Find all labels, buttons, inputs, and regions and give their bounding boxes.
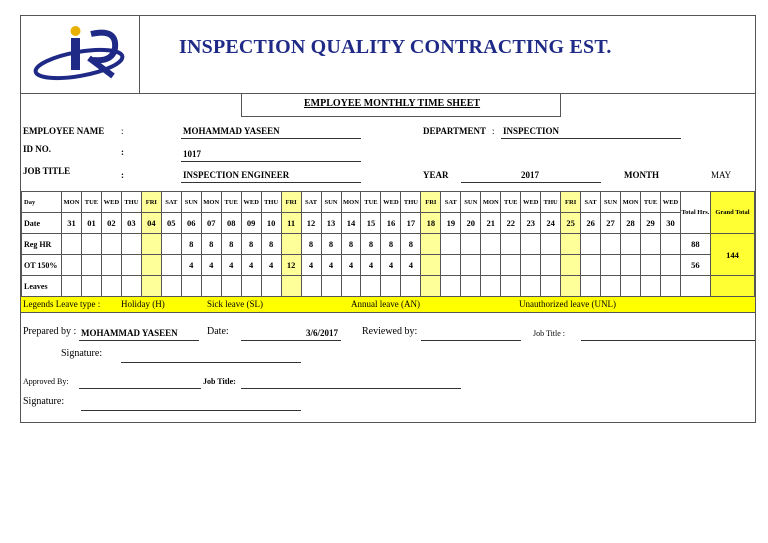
reg-hr-cell xyxy=(581,234,601,255)
job-title-sep: : xyxy=(121,170,124,180)
department-value: INSPECTION xyxy=(503,126,560,136)
legend-unauthorized: Unauthorized leave (UNL) xyxy=(519,299,616,309)
date-value: 3/6/2017 xyxy=(306,328,339,338)
day-cell: FRI xyxy=(281,192,301,213)
day-cell: WED xyxy=(521,192,541,213)
ot-cell xyxy=(501,255,521,276)
day-cell: SAT xyxy=(441,192,461,213)
day-cell: SAT xyxy=(581,192,601,213)
footer-job-title-label: Job Title : xyxy=(533,329,566,338)
date-cell: 27 xyxy=(601,213,621,234)
leave-cell xyxy=(501,276,521,297)
reg-hr-cell xyxy=(621,234,641,255)
leave-cell xyxy=(361,276,381,297)
leave-cell xyxy=(61,276,81,297)
day-cell: SUN xyxy=(321,192,341,213)
leave-cell xyxy=(301,276,321,297)
day-cell: TUE xyxy=(361,192,381,213)
ot-cell xyxy=(621,255,641,276)
ot-cell xyxy=(441,255,461,276)
employee-name-line xyxy=(181,138,361,139)
date-cell: 20 xyxy=(461,213,481,234)
day-cell: MON xyxy=(481,192,501,213)
date-label: Date: xyxy=(207,326,229,337)
day-row xyxy=(22,192,755,213)
date-cell: 19 xyxy=(441,213,461,234)
date-cell: 11 xyxy=(281,213,301,234)
ot-cell xyxy=(581,255,601,276)
leave-cell xyxy=(660,276,680,297)
leave-cell xyxy=(541,276,561,297)
id-value: 1017 xyxy=(183,149,201,159)
reg-hr-cell: 8 xyxy=(401,234,421,255)
leaves-row xyxy=(22,276,755,297)
ot-cell: 4 xyxy=(261,255,281,276)
leave-cell xyxy=(281,276,301,297)
month-label: MONTH xyxy=(624,170,659,180)
date-cell: 06 xyxy=(181,213,201,234)
date-cell: 26 xyxy=(581,213,601,234)
ot-cell: 4 xyxy=(221,255,241,276)
leave-cell xyxy=(481,276,501,297)
date-cell: 30 xyxy=(660,213,680,234)
date-cell: 09 xyxy=(241,213,261,234)
ot-cell xyxy=(660,255,680,276)
sheet-header xyxy=(21,16,755,94)
day-cell: SUN xyxy=(181,192,201,213)
reg-hr-cell: 8 xyxy=(241,234,261,255)
leave-cell xyxy=(141,276,161,297)
date-cell: 07 xyxy=(201,213,221,234)
leave-cell xyxy=(161,276,181,297)
day-cell: THU xyxy=(541,192,561,213)
leave-cell xyxy=(581,276,601,297)
leave-cell xyxy=(601,276,621,297)
leave-cell xyxy=(221,276,241,297)
reg-hr-cell: 8 xyxy=(201,234,221,255)
total-leaves xyxy=(680,276,710,297)
date-cell: 21 xyxy=(481,213,501,234)
date-cell: 04 xyxy=(141,213,161,234)
ot-cell xyxy=(81,255,101,276)
ot-cell: 4 xyxy=(361,255,381,276)
day-cell: FRI xyxy=(561,192,581,213)
grand-total-header: Grand Total xyxy=(710,192,754,234)
company-name: INSPECTION QUALITY CONTRACTING EST. xyxy=(179,36,612,58)
day-cell: SUN xyxy=(461,192,481,213)
job-title-value: INSPECTION ENGINEER xyxy=(183,170,290,180)
legend-annual: Annual leave (AN) xyxy=(351,299,420,309)
day-cell: SAT xyxy=(301,192,321,213)
day-cell: WED xyxy=(381,192,401,213)
date-cell: 16 xyxy=(381,213,401,234)
leave-cell xyxy=(561,276,581,297)
leave-cell xyxy=(461,276,481,297)
reg-hr-cell: 8 xyxy=(221,234,241,255)
reg-hr-cell xyxy=(461,234,481,255)
signature2-line xyxy=(81,410,301,411)
ot-cell: 4 xyxy=(241,255,261,276)
prepared-label: Prepared by : xyxy=(23,326,77,337)
date-row xyxy=(22,213,755,234)
date-cell: 17 xyxy=(401,213,421,234)
timesheet-grid xyxy=(21,191,755,297)
approved-label: Approved By: xyxy=(23,377,69,386)
day-cell: WED xyxy=(241,192,261,213)
reg-hr-cell xyxy=(541,234,561,255)
footer-job-line xyxy=(581,340,755,341)
reg-hr-cell xyxy=(481,234,501,255)
ot-row-label: OT 150% xyxy=(22,255,62,276)
reg-hr-cell xyxy=(501,234,521,255)
ot-cell: 4 xyxy=(321,255,341,276)
leave-cell xyxy=(381,276,401,297)
leave-cell xyxy=(441,276,461,297)
time-sheet xyxy=(20,15,756,423)
prepared-by-value: MOHAMMAD YASEEN xyxy=(81,328,178,338)
ot-cell xyxy=(421,255,441,276)
year-value: 2017 xyxy=(521,170,539,180)
reg-hr-cell: 8 xyxy=(341,234,361,255)
leave-cell xyxy=(201,276,221,297)
leave-cell xyxy=(81,276,101,297)
sheet-title: EMPLOYEE MONTHLY TIME SHEET xyxy=(304,98,481,109)
legend-sick: Sick leave (SL) xyxy=(207,299,263,309)
ot-cell xyxy=(121,255,141,276)
year-label: YEAR xyxy=(423,170,449,180)
leave-cell xyxy=(181,276,201,297)
reg-hr-cell xyxy=(101,234,121,255)
reg-hr-cell: 8 xyxy=(181,234,201,255)
legend-title: Legends Leave type : xyxy=(23,299,101,309)
reg-hr-cell xyxy=(61,234,81,255)
date-cell: 08 xyxy=(221,213,241,234)
reg-hr-cell xyxy=(441,234,461,255)
reg-hr-cell xyxy=(561,234,581,255)
prepared-line xyxy=(79,340,199,341)
job-title-line xyxy=(181,182,361,183)
date-cell: 23 xyxy=(521,213,541,234)
day-cell: THU xyxy=(121,192,141,213)
signature2-label: Signature: xyxy=(23,396,65,407)
date-cell: 24 xyxy=(541,213,561,234)
ot-cell xyxy=(481,255,501,276)
ot-cell xyxy=(601,255,621,276)
reg-hr-cell xyxy=(601,234,621,255)
reg-hr-cell xyxy=(141,234,161,255)
day-cell: MON xyxy=(61,192,81,213)
leave-cell xyxy=(121,276,141,297)
reg-hr-row xyxy=(22,234,755,255)
day-cell: MON xyxy=(201,192,221,213)
ot-cell: 4 xyxy=(201,255,221,276)
leave-cell xyxy=(321,276,341,297)
leave-cell xyxy=(341,276,361,297)
day-cell: MON xyxy=(341,192,361,213)
reviewed-label: Reviewed by: xyxy=(362,326,418,337)
date-line xyxy=(241,340,341,341)
signature-label: Signature: xyxy=(61,348,103,359)
ot-cell xyxy=(461,255,481,276)
date-cell: 13 xyxy=(321,213,341,234)
ot-cell xyxy=(641,255,661,276)
ot-cell xyxy=(101,255,121,276)
reg-hr-cell: 8 xyxy=(321,234,341,255)
leave-cell xyxy=(621,276,641,297)
day-cell: FRI xyxy=(141,192,161,213)
grand-total-leaves xyxy=(710,276,754,297)
ot-cell xyxy=(521,255,541,276)
day-cell: TUE xyxy=(641,192,661,213)
reg-hr-cell xyxy=(421,234,441,255)
date-cell: 03 xyxy=(121,213,141,234)
reg-hr-cell xyxy=(641,234,661,255)
day-cell: SUN xyxy=(601,192,621,213)
day-cell: THU xyxy=(261,192,281,213)
day-cell: FRI xyxy=(421,192,441,213)
department-sep: : xyxy=(492,126,495,136)
day-cell: SAT xyxy=(161,192,181,213)
date-cell: 18 xyxy=(421,213,441,234)
employee-name-label: EMPLOYEE NAME xyxy=(23,126,105,136)
date-cell: 22 xyxy=(501,213,521,234)
date-cell: 28 xyxy=(621,213,641,234)
day-cell: WED xyxy=(101,192,121,213)
reg-hr-cell xyxy=(281,234,301,255)
reg-hr-cell xyxy=(81,234,101,255)
day-cell: THU xyxy=(401,192,421,213)
job-title-label: JOB TITLE xyxy=(23,166,71,176)
id-sep: : xyxy=(121,147,124,157)
company-logo xyxy=(21,16,140,93)
date-cell: 14 xyxy=(341,213,361,234)
reg-hr-cell xyxy=(121,234,141,255)
reg-hr-cell xyxy=(161,234,181,255)
leaves-row-label: Leaves xyxy=(22,276,62,297)
total-reg-hrs: 88 xyxy=(680,234,710,255)
day-cell: TUE xyxy=(501,192,521,213)
employee-name-value: MOHAMMAD YASEEN xyxy=(183,126,280,136)
date-cell: 31 xyxy=(61,213,81,234)
day-cell: TUE xyxy=(81,192,101,213)
ot-cell xyxy=(61,255,81,276)
leave-cell xyxy=(421,276,441,297)
ot-cell: 12 xyxy=(281,255,301,276)
reg-hr-cell: 8 xyxy=(361,234,381,255)
id-label: ID NO. xyxy=(23,144,52,154)
reg-hr-row-label: Reg HR xyxy=(22,234,62,255)
leave-cell xyxy=(101,276,121,297)
reg-hr-cell: 8 xyxy=(261,234,281,255)
date-row-label: Date xyxy=(22,213,62,234)
employee-name-sep: : xyxy=(121,126,124,136)
year-line xyxy=(461,182,601,183)
day-cell: TUE xyxy=(221,192,241,213)
id-line xyxy=(181,161,361,162)
reg-hr-cell xyxy=(521,234,541,255)
day-row-label: Day xyxy=(22,192,62,213)
sheet-title-box xyxy=(241,93,561,117)
reg-hr-cell: 8 xyxy=(381,234,401,255)
date-cell: 01 xyxy=(81,213,101,234)
ot-cell xyxy=(561,255,581,276)
reg-hr-cell: 8 xyxy=(301,234,321,255)
month-value: MAY xyxy=(711,170,732,180)
ot-row xyxy=(22,255,755,276)
leave-cell xyxy=(241,276,261,297)
total-ot-hrs: 56 xyxy=(680,255,710,276)
ot-cell: 4 xyxy=(381,255,401,276)
ot-cell xyxy=(161,255,181,276)
approved-job-label: Job Title: xyxy=(203,377,236,386)
ot-cell: 4 xyxy=(301,255,321,276)
reviewed-line xyxy=(421,340,521,341)
ot-cell xyxy=(141,255,161,276)
ot-cell: 4 xyxy=(341,255,361,276)
date-cell: 15 xyxy=(361,213,381,234)
day-cell: MON xyxy=(621,192,641,213)
legend-holiday: Holiday (H) xyxy=(121,299,165,309)
leave-cell xyxy=(401,276,421,297)
leave-cell xyxy=(521,276,541,297)
date-cell: 02 xyxy=(101,213,121,234)
date-cell: 12 xyxy=(301,213,321,234)
grand-total-value: 144 xyxy=(710,234,754,276)
total-hrs-header: Total Hrs. xyxy=(680,192,710,234)
leave-cell xyxy=(261,276,281,297)
date-cell: 05 xyxy=(161,213,181,234)
signature-line xyxy=(121,362,301,363)
date-cell: 29 xyxy=(641,213,661,234)
leave-cell xyxy=(641,276,661,297)
approved-line xyxy=(79,388,201,389)
reg-hr-cell xyxy=(660,234,680,255)
legend-bar xyxy=(21,297,755,313)
ot-cell xyxy=(541,255,561,276)
department-label: DEPARTMENT xyxy=(423,126,487,136)
day-cell: WED xyxy=(660,192,680,213)
ot-cell: 4 xyxy=(181,255,201,276)
date-cell: 25 xyxy=(561,213,581,234)
approved-job-line xyxy=(241,388,461,389)
department-line xyxy=(501,138,681,139)
ot-cell: 4 xyxy=(401,255,421,276)
date-cell: 10 xyxy=(261,213,281,234)
